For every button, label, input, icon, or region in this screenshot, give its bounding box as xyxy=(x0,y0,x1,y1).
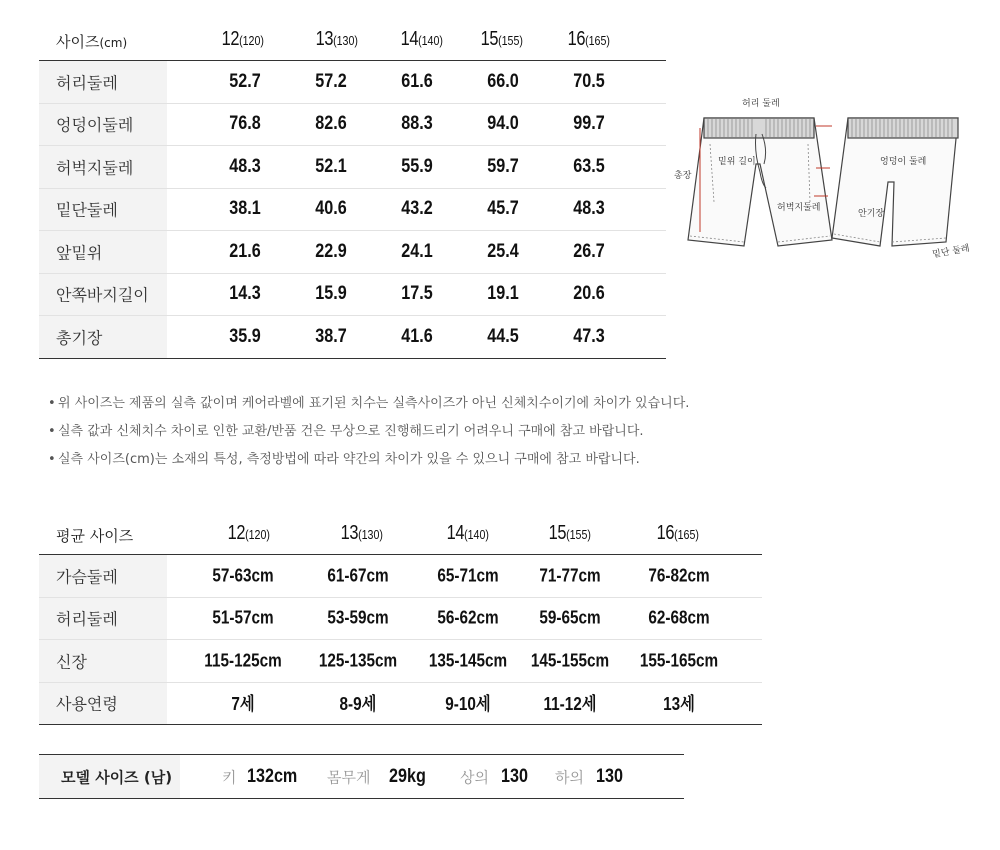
table-row xyxy=(39,61,666,104)
cell-value: 52.1 xyxy=(315,155,347,177)
row-label: 앞밑위 xyxy=(56,243,103,263)
cell-value: 14.3 xyxy=(229,283,261,305)
row-label-cell xyxy=(39,231,167,273)
row-label: 안쪽바지길이 xyxy=(56,285,149,305)
bullet: • xyxy=(48,424,56,439)
cell-value: 61.6 xyxy=(401,70,433,92)
cell-value: 155-165cm xyxy=(639,650,719,671)
cell-value: 38.1 xyxy=(229,198,261,220)
size-col-14: 14(140) xyxy=(400,28,443,50)
measurement-size-table xyxy=(39,22,666,359)
hip-label: 엉덩이 둘레 xyxy=(880,157,927,167)
bullet: • xyxy=(48,452,56,467)
cell-value: 63.5 xyxy=(573,155,605,177)
cell-value: 51-57cm xyxy=(212,607,274,628)
cell-value: 17.5 xyxy=(401,283,433,305)
cell-value: 7세 xyxy=(231,694,255,715)
cell-value: 13세 xyxy=(663,694,695,715)
size-col-13: 13(130) xyxy=(340,522,383,544)
notes-list xyxy=(48,394,689,478)
cell-value: 94.0 xyxy=(487,113,519,135)
back-waistband xyxy=(848,118,958,138)
row-label-cell xyxy=(39,104,167,146)
model-bottom-key: 하의 xyxy=(555,768,584,786)
cell-value: 125-135cm xyxy=(318,650,398,671)
row-label-cell xyxy=(39,274,167,316)
cell-value: 48.3 xyxy=(229,155,261,177)
cell-value: 45.7 xyxy=(487,198,519,220)
model-bottom-value: 130 xyxy=(596,765,623,787)
table-row xyxy=(39,316,666,359)
row-label: 사용연령 xyxy=(56,694,118,714)
row-label-cell xyxy=(39,598,167,640)
size-col-16: 16(165) xyxy=(656,522,699,544)
cell-value: 35.9 xyxy=(229,325,261,347)
table-row xyxy=(39,555,762,598)
cell-value: 70.5 xyxy=(573,70,605,92)
waist-label: 허리 둘레 xyxy=(742,99,780,109)
size-col-13: 13(130) xyxy=(315,28,358,50)
inseam-label: 안기장 xyxy=(858,209,885,219)
size-col-16: 16(165) xyxy=(567,28,610,50)
header-label: 평균 사이즈 xyxy=(56,527,134,545)
cell-value: 56-62cm xyxy=(437,607,499,628)
model-weight-value: 29kg xyxy=(389,765,426,787)
thigh-label: 허벅지둘레 xyxy=(777,203,821,213)
size-col-15: 15(155) xyxy=(548,522,591,544)
shorts-measurement-diagram xyxy=(670,92,990,272)
table-row xyxy=(39,104,666,147)
cell-value: 40.6 xyxy=(315,198,347,220)
cell-value: 65-71cm xyxy=(437,565,499,586)
cell-value: 44.5 xyxy=(487,325,519,347)
cell-value: 8-9세 xyxy=(339,694,377,715)
cell-value: 71-77cm xyxy=(539,565,601,586)
cell-value: 38.7 xyxy=(315,325,347,347)
cell-value: 76-82cm xyxy=(648,565,710,586)
cell-value: 9-10세 xyxy=(445,694,491,715)
model-weight-key: 몸무게 xyxy=(327,768,371,786)
cell-value: 66.0 xyxy=(487,70,519,92)
table-header xyxy=(39,516,762,555)
cell-value: 59-65cm xyxy=(539,607,601,628)
row-label-cell xyxy=(39,683,167,725)
cell-value: 20.6 xyxy=(573,283,605,305)
cell-value: 52.7 xyxy=(229,70,261,92)
cell-value: 135-145cm xyxy=(428,650,508,671)
table-header xyxy=(39,22,666,61)
cell-value: 57-63cm xyxy=(212,565,274,586)
table-row xyxy=(39,274,666,317)
row-label-cell xyxy=(39,61,167,103)
header-label: 사이즈(cm) xyxy=(56,33,128,51)
row-label: 허리둘레 xyxy=(56,609,118,629)
model-top-key: 상의 xyxy=(460,768,489,786)
table-row xyxy=(39,231,666,274)
table-row xyxy=(39,683,762,726)
row-label: 엉덩이둘레 xyxy=(56,115,134,135)
cell-value: 15.9 xyxy=(315,283,347,305)
cell-value: 26.7 xyxy=(573,240,605,262)
row-label: 밑단둘레 xyxy=(56,200,118,220)
cell-value: 24.1 xyxy=(401,240,433,262)
size-col-15: 15(155) xyxy=(480,28,523,50)
hem-label: 밑단 둘레 xyxy=(931,243,971,261)
table-row xyxy=(39,598,762,641)
cell-value: 145-155cm xyxy=(530,650,610,671)
cell-value: 43.2 xyxy=(401,198,433,220)
cell-value: 25.4 xyxy=(487,240,519,262)
cell-value: 99.7 xyxy=(573,113,605,135)
row-label: 총기장 xyxy=(56,328,103,348)
size-col-14: 14(140) xyxy=(446,522,489,544)
cell-value: 115-125cm xyxy=(204,650,282,671)
cell-value: 57.2 xyxy=(315,70,347,92)
note-item: • 실측 사이즈(cm)는 소재의 특성, 측정방법에 따라 약간의 차이가 있을 수 있으니 구매에 참고 바랍니다. xyxy=(48,450,689,478)
row-label-cell xyxy=(39,189,167,231)
cell-value: 76.8 xyxy=(229,113,261,135)
row-label-cell xyxy=(39,316,167,358)
row-label: 가슴둘레 xyxy=(56,567,118,587)
table-row xyxy=(39,189,666,232)
table-row xyxy=(39,146,666,189)
cell-value: 11-12세 xyxy=(543,694,597,715)
row-label: 허리둘레 xyxy=(56,73,118,93)
cell-value: 22.9 xyxy=(315,240,347,262)
cell-value: 88.3 xyxy=(401,113,433,135)
table-row xyxy=(39,640,762,683)
cell-value: 41.6 xyxy=(401,325,433,347)
front-waistband xyxy=(704,118,814,138)
row-label-cell xyxy=(39,146,167,188)
cell-value: 61-67cm xyxy=(327,565,389,586)
row-label-cell xyxy=(39,640,167,682)
cell-value: 55.9 xyxy=(401,155,433,177)
total-length-label: 총장 xyxy=(674,171,692,181)
cell-value: 59.7 xyxy=(487,155,519,177)
cell-value: 48.3 xyxy=(573,198,605,220)
row-label: 허벅지둘레 xyxy=(56,158,134,178)
cell-value: 47.3 xyxy=(573,325,605,347)
front-rise-label: 밑위 길이 xyxy=(718,157,756,167)
model-top-value: 130 xyxy=(501,765,528,787)
size-col-12: 12(120) xyxy=(221,28,264,50)
size-col-12: 12(120) xyxy=(227,522,270,544)
average-size-table xyxy=(39,516,762,725)
model-height-value: 132cm xyxy=(247,765,298,787)
model-label: 모델 사이즈 (남) xyxy=(61,768,173,786)
cell-value: 19.1 xyxy=(487,283,519,305)
cell-value: 21.6 xyxy=(229,240,261,262)
row-label-cell xyxy=(39,555,167,597)
cell-value: 82.6 xyxy=(315,113,347,135)
note-item: • 실측 값과 신체치수 차이로 인한 교환/반품 건은 무상으로 진행해드리기 어려우니 구매에 참고 바랍니다. xyxy=(48,422,689,450)
cell-value: 53-59cm xyxy=(327,607,389,628)
bullet: • xyxy=(48,396,56,411)
cell-value: 62-68cm xyxy=(648,607,710,628)
model-size-box xyxy=(39,754,684,799)
row-label: 신장 xyxy=(56,652,87,672)
note-item: • 위 사이즈는 제품의 실측 값이며 케어라벨에 표기된 치수는 실측사이즈가 아닌 신체치수이기에 차이가 있습니다. xyxy=(48,394,689,422)
model-height-key: 키 xyxy=(222,768,237,786)
model-label-cell xyxy=(39,755,180,798)
